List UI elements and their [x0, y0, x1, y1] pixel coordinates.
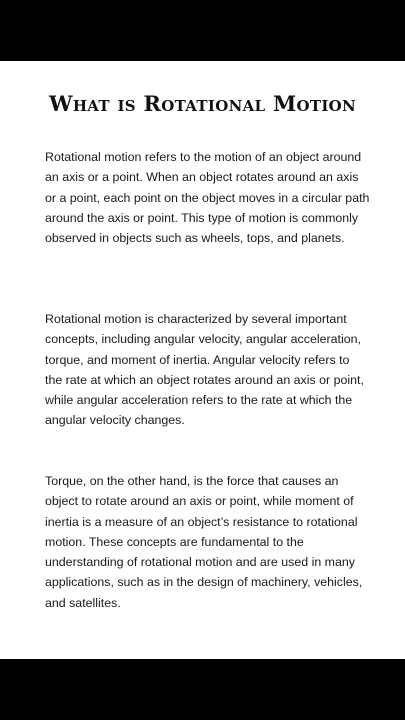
document-page[interactable]: [0, 61, 405, 659]
page-title: What is Rotational Motion: [48, 91, 357, 117]
bottom-letterbox-bar: [0, 659, 405, 720]
paragraph-1: Rotational motion refers to the motion of an object around an axis or a point. When an object rotates around an axis or a point, each point on the object moves in a circular path around the axis or point. This type of motion is commonly observed in objects such as wheels, tops, and planets.: [45, 150, 370, 246]
paragraph-3: Torque, on the other hand, is the force that causes an object to rotate around an axis or point, while moment of inertia is a measure of an object’s resistance to rotational motion. These concepts are fundamental to the understanding of rotational motion and are used in many applications, such as in the design of machinery, vehicles, and satellites.: [45, 474, 363, 610]
paragraph-2: Rotational motion is characterized by several important concepts, including angular velocity, angular acceleration, torque, and moment of inertia. Angular velocity refers to the rate at which an object rotates around an axis or point, while angular acceleration refers to the rate at which the angular velocity changes.: [45, 312, 364, 428]
top-letterbox-bar: [0, 0, 405, 61]
